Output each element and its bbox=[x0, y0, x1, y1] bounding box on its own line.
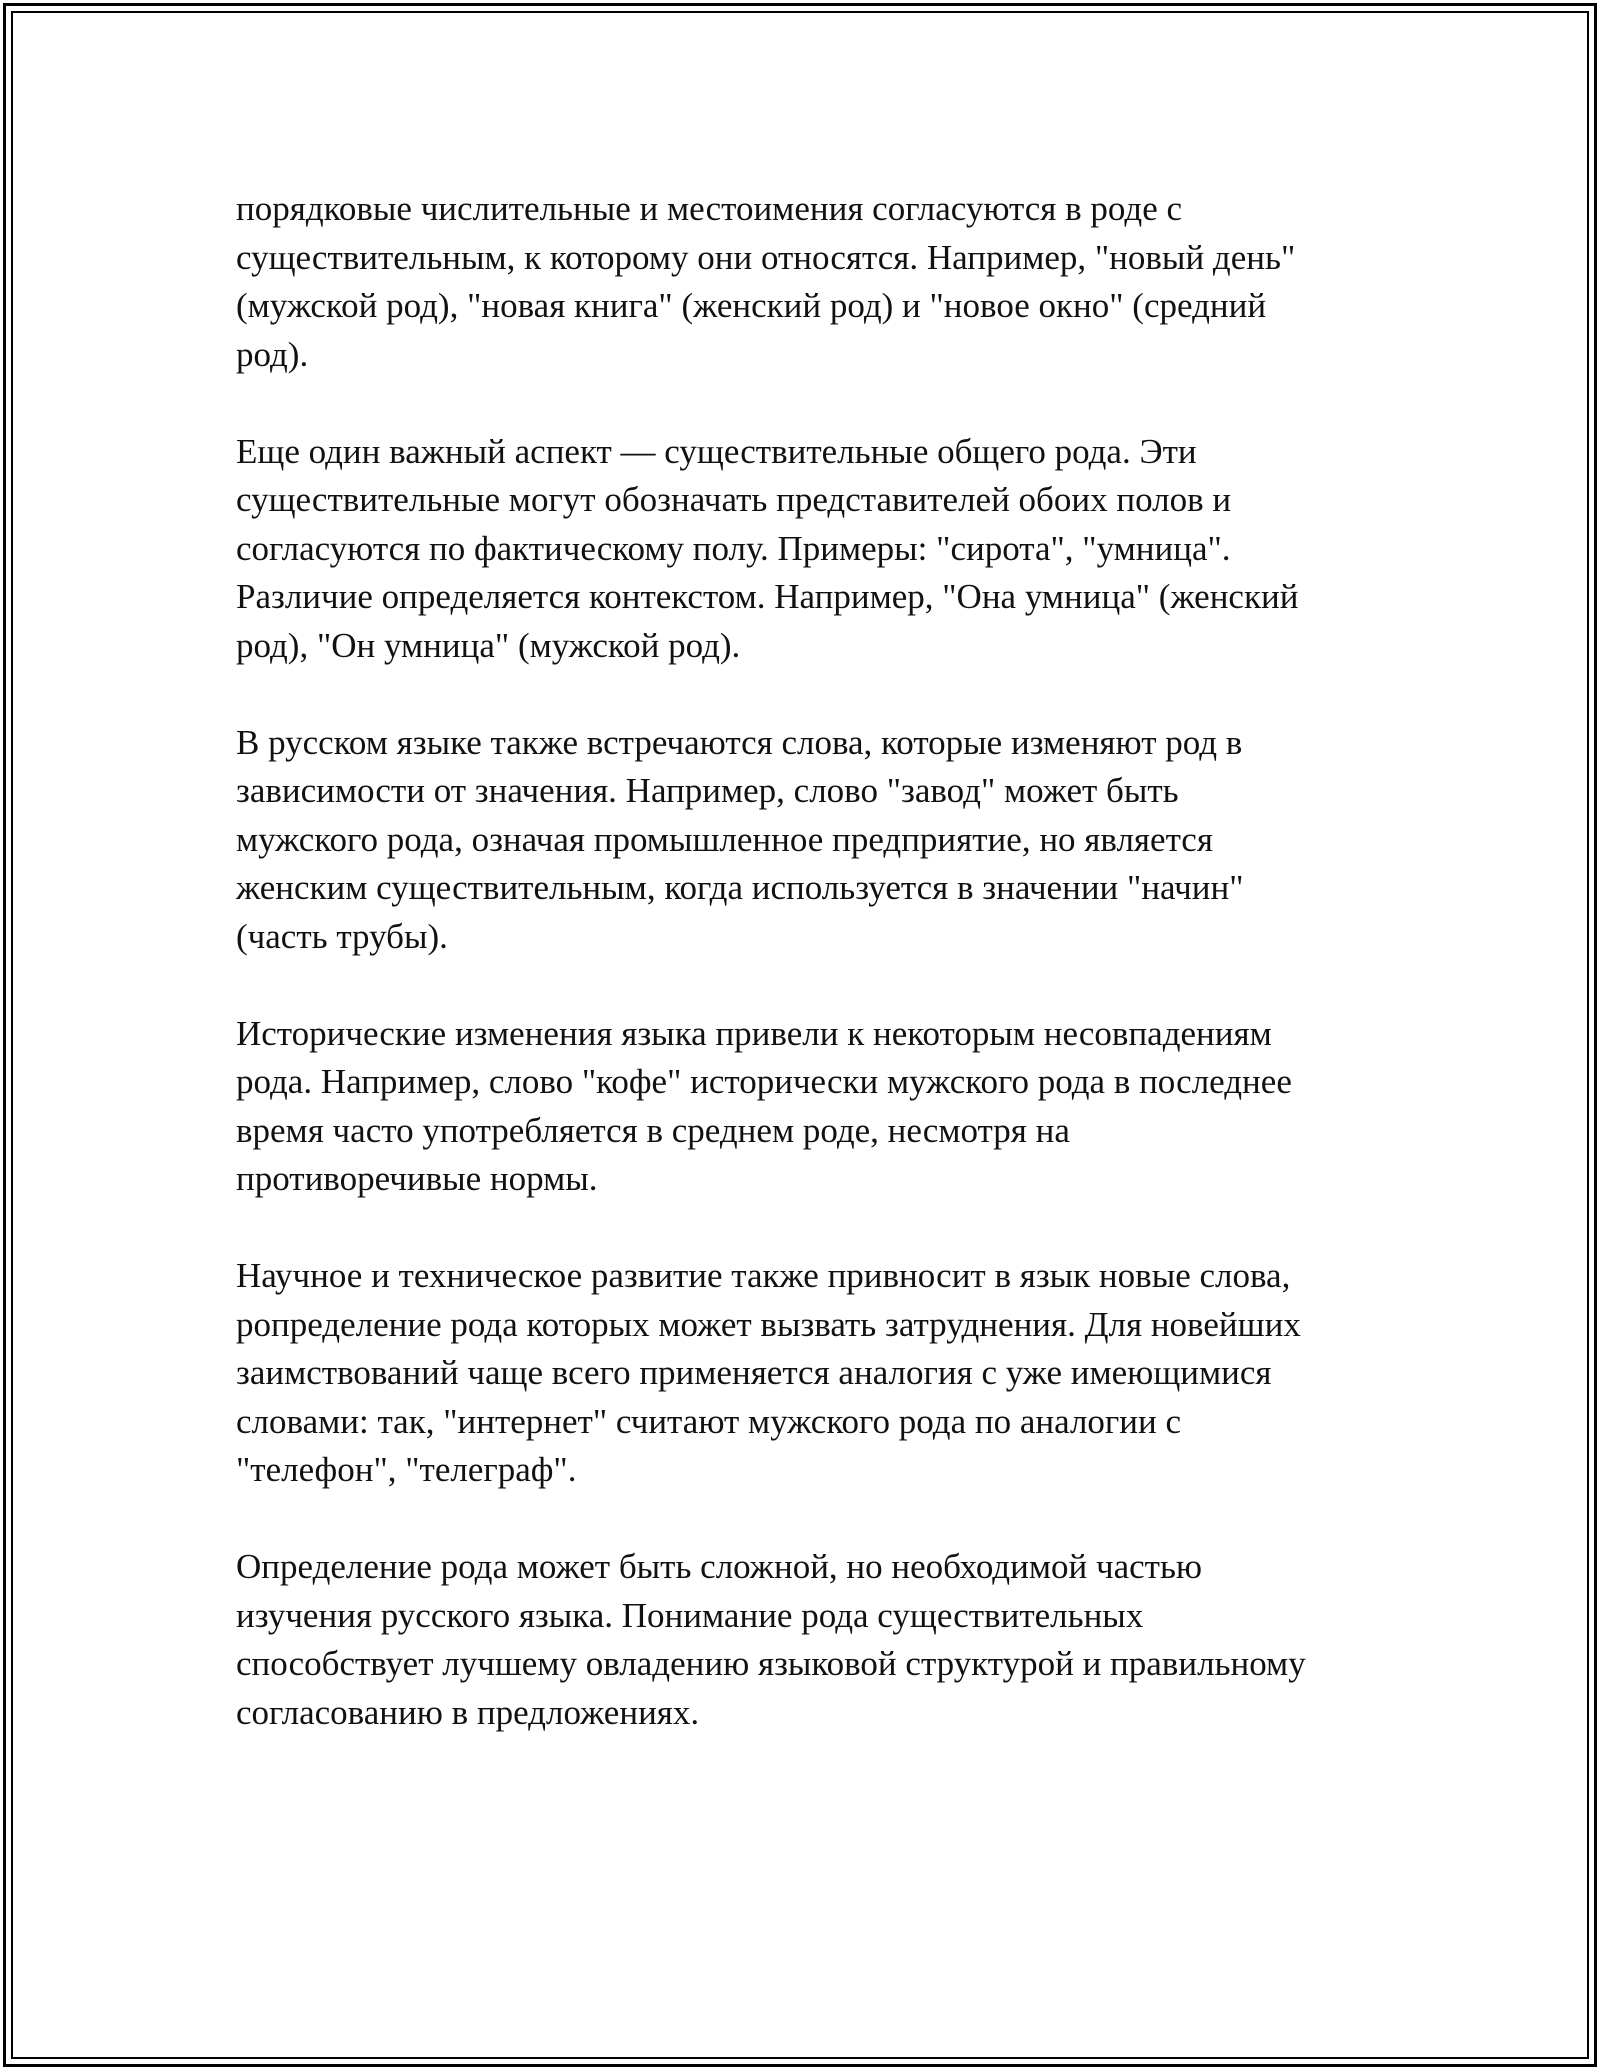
paragraph-1 bbox=[236, 185, 1366, 379]
text-line: изучения русского языка. Понимание рода существительных bbox=[236, 1595, 1144, 1635]
paragraph-6 bbox=[236, 1543, 1366, 1737]
text-line: Различие определяется контекстом. Например, "Она умница" (женский bbox=[236, 577, 1299, 616]
paragraph-4 bbox=[236, 1010, 1366, 1204]
text-line: "телефон", "телеграф". bbox=[236, 1450, 577, 1489]
text-line: Научное и техническое развитие также привносит в язык новые слова, bbox=[236, 1256, 1291, 1295]
text-line: противоречивые нормы. bbox=[236, 1159, 598, 1198]
text-line: заимствований чаще всего применяется аналогия с уже имеющимися bbox=[236, 1353, 1272, 1392]
text-line: зависимости от значения. Например, слово "завод" может быть bbox=[236, 771, 1179, 810]
text-line: согласованию в предложениях. bbox=[236, 1692, 700, 1732]
paragraph-5 bbox=[236, 1252, 1366, 1495]
text-line: существительным, к которому они относятся. Например, "новый день" bbox=[236, 237, 1296, 277]
text-line: согласуются по фактическому полу. Примеры: "сирота", "умница". bbox=[236, 528, 1231, 568]
paragraph-2 bbox=[236, 428, 1366, 671]
text-line: порядковые числительные и местоимения согласуются в роде с bbox=[236, 189, 1183, 228]
text-line: (мужской род), "новая книга" (женский род) и "новое окно" (средний bbox=[236, 286, 1267, 325]
text-line: существительные могут обозначать представителей обоих полов и bbox=[236, 480, 1232, 519]
text-line: время часто употребляется в среднем роде, несмотря на bbox=[236, 1110, 1070, 1150]
text-line: ропределение рода которых может вызвать затруднения. Для новейших bbox=[236, 1304, 1301, 1344]
text-line: В русском языке также встречаются слова, которые изменяют род в bbox=[236, 722, 1243, 762]
text-line: род). bbox=[236, 334, 309, 374]
text-line: (часть трубы). bbox=[236, 916, 448, 956]
text-line: Определение рода может быть сложной, но необходимой частью bbox=[236, 1547, 1203, 1586]
text-line: способствует лучшему овладению языковой структурой и правильному bbox=[236, 1644, 1306, 1683]
text-line: рода. Например, слово "кофе" исторически мужского рода в последнее bbox=[236, 1062, 1292, 1101]
text-line: Исторические изменения языка привели к некоторым несовпадениям bbox=[236, 1013, 1272, 1053]
text-line: Еще один важный аспект — существительные общего рода. Эти bbox=[236, 431, 1197, 471]
text-line: словами: так, "интернет" считают мужского рода по аналогии с bbox=[236, 1401, 1182, 1441]
text-line: род), "Он умница" (мужской род). bbox=[236, 625, 741, 665]
paragraph-3 bbox=[236, 719, 1366, 962]
text-line: женским существительным, когда используется в значении "начин" bbox=[236, 868, 1244, 907]
document-body bbox=[236, 185, 1366, 1786]
text-line: мужского рода, означая промышленное предприятие, но является bbox=[236, 819, 1213, 859]
